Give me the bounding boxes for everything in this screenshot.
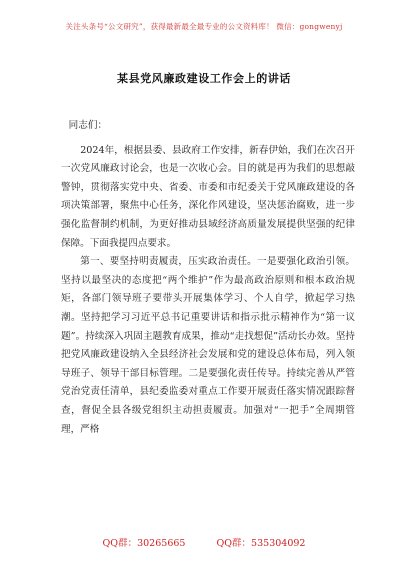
document-body [61, 117, 355, 439]
header-banner: 关注头条号“公文研究”，获得最新最全最专业的公文资料库！ 微信：gongwenyj [65, 22, 343, 31]
footer-contact [0, 535, 408, 549]
document-title: 某县党风廉政建设工作会上的讲话 [117, 72, 291, 85]
qq-group-1: QQ群：30265665 [102, 538, 186, 549]
paragraph-first-requirement: 第一、要坚持明责履责，压实政治责任。一是要强化政治引领。坚持以最坚决的态度把“两个维护”作为最高政治原则和根本政治规矩，各部门领导班子要带头开展集体学习、个人自学，掀起学习热潮。坚持把学习习近平总书记重要讲话和指示批示精神作为“第一议题”。持续深入巩固主题教育成果，推动“走找想促”活动长办效。坚持把党风廉政建设纳入全县经济社会发展和党的建设总体布局，列入领导班子、领导干部目标管理。二是要强化责任传导。持续完善从严管党治党责任清单，县纪委监委对重点工作要开展责任落实情况跟踪督查，督促全县各级党组织主动担责履责。加强对“一把手”全周期管理，严格 [61, 256, 355, 435]
salutation: 同志们： [68, 120, 108, 131]
qq-group-2: QQ群：535304092 [216, 538, 306, 549]
paragraph-intro: 2024年，根据县委、县政府工作安排，新春伊始，我们在次召开一次党风廉政讨论会，也是一次收心会。目的就是再为我们的思想敲警钟，贯彻落实党中央、省委、市委和市纪委关于党风廉政建设的各项决策部署，聚焦中心任务，深化作风建设，坚决惩治腐败，进一步强化监督制约机制，为更好推动县域经济高质量发展提供坚强的纪律保障。下面我提四点要求。 [61, 144, 355, 249]
